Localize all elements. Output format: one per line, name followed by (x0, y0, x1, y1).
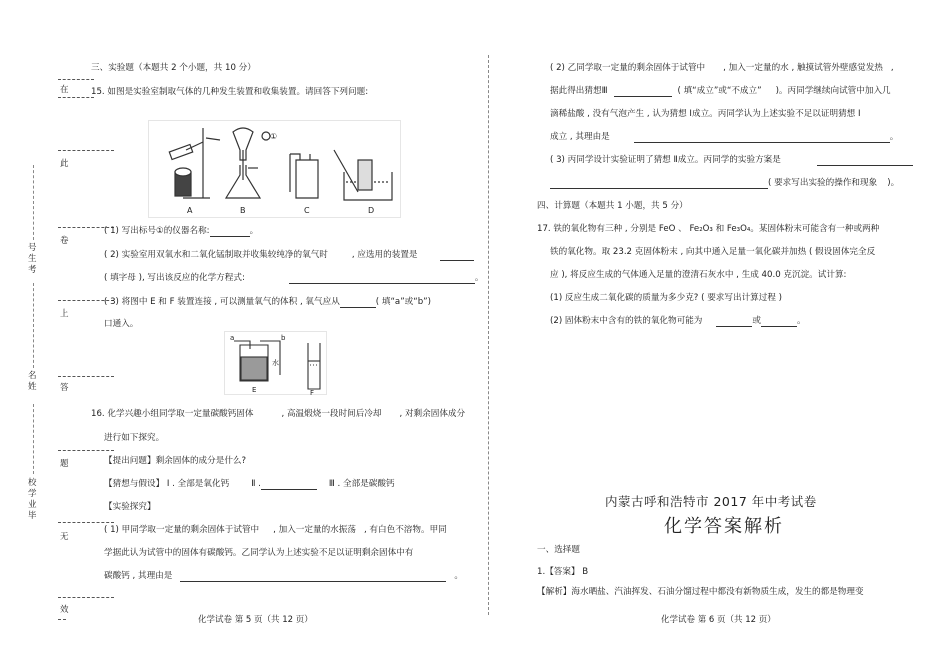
seal-word-ci: 此 (60, 159, 69, 169)
seal-line (58, 597, 114, 598)
q16-experiment2-reason: 成立 , 其理由是 。 (550, 132, 899, 142)
seal-word-xiao: 效 (60, 605, 69, 615)
q17-part2: (2) 固体粉末中含有的铁的氧化物可能为 或 。 (550, 316, 806, 326)
fig-label-e: E (252, 386, 257, 394)
q17-line2: 铁的氧化物。取 23.2 克固体粉末 , 向其中通入足量一氧化碳并加热 ( 假设固体完全反 (550, 247, 876, 257)
apparatus-figure-abcd (148, 120, 401, 218)
answer-title: 化学答案解析 (664, 516, 784, 537)
q16-experiment1-cont: 学据此认为试管中的固体有碳酸钙。乙同学认为上述实验不足以证明剩余固体中有 (104, 548, 414, 558)
seal-word-da: 答 (60, 383, 69, 393)
seal-line (58, 150, 114, 151)
q16-experiment2: ( 2) 乙同学取一定量的剩余固体于试管中 , 加入一定量的水 , 触摸试管外壁感觉发热 , (550, 63, 894, 73)
q15-stem: 15. 如图是实验室制取气体的几种发生装置和收集装置。请回答下列问题: (91, 87, 369, 97)
q15-part3: ( 3) 将图中 E 和 F 装置连接 , 可以测量氧气的体积 , 氧气应从 ( 填“a”或“b”) (104, 297, 431, 307)
answer-1: 1.【答案】 B (537, 567, 589, 577)
q16-stem-cont: 进行如下探究。 (104, 433, 165, 443)
exam-number-blank (33, 165, 34, 240)
fig-label-b: B (240, 206, 246, 215)
fig-marker-1: ① (270, 132, 278, 141)
seal-line (58, 522, 114, 523)
q16-guess: 【猜想与假设】 Ⅰ . 全部是氧化钙 Ⅱ . Ⅲ . 全部是碳酸钙 (104, 479, 395, 489)
seal-line (58, 619, 66, 620)
answer-title-region: 内蒙古呼和浩特市 2017 年中考试卷 (605, 494, 817, 509)
page-divider (488, 55, 489, 615)
fig-label-f: F (310, 389, 315, 395)
fig-label-c: C (304, 206, 310, 215)
apparatus-a (169, 128, 220, 198)
fig-label-a: A (187, 206, 193, 215)
fig-label-d: D (368, 206, 375, 215)
seal-word-wu: 无 (60, 532, 69, 542)
school-blank (33, 404, 34, 474)
apparatus-figure-ef (224, 331, 327, 395)
apparatus-b (226, 128, 270, 198)
q17-part1: (1) 反应生成二氧化碳的质量为多少克? ( 要求写出计算过程 ) (550, 293, 783, 303)
school-label: 校学业毕 (28, 478, 37, 521)
q15-part1: ( 1) 写出标号①的仪器名称: 。 (104, 226, 259, 236)
q16-experiment1: ( 1) 甲同学取一定量的剩余固体于试管中 , 加入一定量的水振荡 , 有白色不溶物。甲同 (104, 525, 447, 535)
exam-number-label: 号生考 (28, 243, 37, 275)
name-blank (33, 283, 34, 368)
footer-page-5: 化学试卷 第 5 页（共 12 页） (198, 615, 313, 625)
q16-ask: 【提出问题】剩余固体的成分是什么? (104, 456, 247, 466)
q17-line1: 17. 铁的氧化物有三种 , 分别是 FeO 、 Fe₂O₃ 和 Fe₃O₄。某固体粉末可能含有一种或两种 (537, 224, 880, 234)
seal-word-zai: 在 (60, 85, 69, 95)
apparatus-d (334, 150, 392, 200)
q16-experiment2-cont: 据此得出猜想Ⅲ ( 填“成立”或“不成立” )。丙同学继续向试管中加入几 (550, 86, 891, 96)
q17-line3: 应 ), 将反应生成的气体通入足量的澄清石灰水中 , 生成 40.0 克沉淀。试计算: (550, 270, 847, 280)
seal-line (58, 97, 94, 98)
seal-line (58, 79, 94, 80)
apparatus-c (290, 154, 318, 198)
q16-experiment3-cont: ( 要求写出实验的操作和现象 )。 (550, 177, 899, 189)
q16-explore: 【实验探究】 (104, 502, 156, 512)
q15-part3-cont: 口通入。 (104, 319, 139, 329)
seal-word-ti: 题 (60, 459, 69, 469)
answer-section-1: 一、选择题 (537, 545, 580, 555)
section-3-heading: 三、实验题（本题共 2 个小题，共 10 分） (91, 63, 256, 73)
footer-page-6: 化学试卷 第 6 页（共 12 页） (661, 615, 776, 625)
q15-part2-equation: ( 填字母 ), 写出该反应的化学方程式: 。 (104, 273, 484, 283)
seal-word-juan: 卷 (60, 236, 69, 246)
name-label: 名姓 (28, 371, 37, 392)
seal-word-shang: 上 (60, 309, 69, 319)
fig-label-a-port: a (230, 334, 235, 342)
answer-1-explanation: 【解析】海水晒盐、汽油挥发、石油分馏过程中都没有新物质生成，发生的都是物理变 (537, 587, 864, 597)
q16-stem: 16. 化学兴趣小组同学取一定量碳酸钙固体 , 高温煅烧一段时间后冷却 , 对剩余固体成分 (91, 409, 466, 419)
fig-label-b-port: b (281, 334, 286, 342)
q16-experiment1-reason: 碳酸钙 , 其理由是 。 (104, 571, 463, 581)
q15-part2: ( 2) 实验室用双氧水和二氧化锰制取并收集较纯净的氧气时 , 应选用的装置是 (104, 249, 474, 261)
section-4-heading: 四、计算题（本题共 1 小题，共 5 分） (537, 201, 688, 211)
q16-experiment3: ( 3) 丙同学设计实验证明了猜想 Ⅱ成立。丙同学的实验方案是 (550, 154, 913, 166)
q16-experiment2-line3: 滴稀盐酸 , 没有气泡产生 , 认为猜想 Ⅰ成立。丙同学认为上述实验不足以证明猜想 Ⅰ (550, 109, 861, 119)
fig-label-water: 水 (272, 359, 279, 367)
seal-line (58, 450, 114, 451)
seal-line (58, 376, 114, 377)
